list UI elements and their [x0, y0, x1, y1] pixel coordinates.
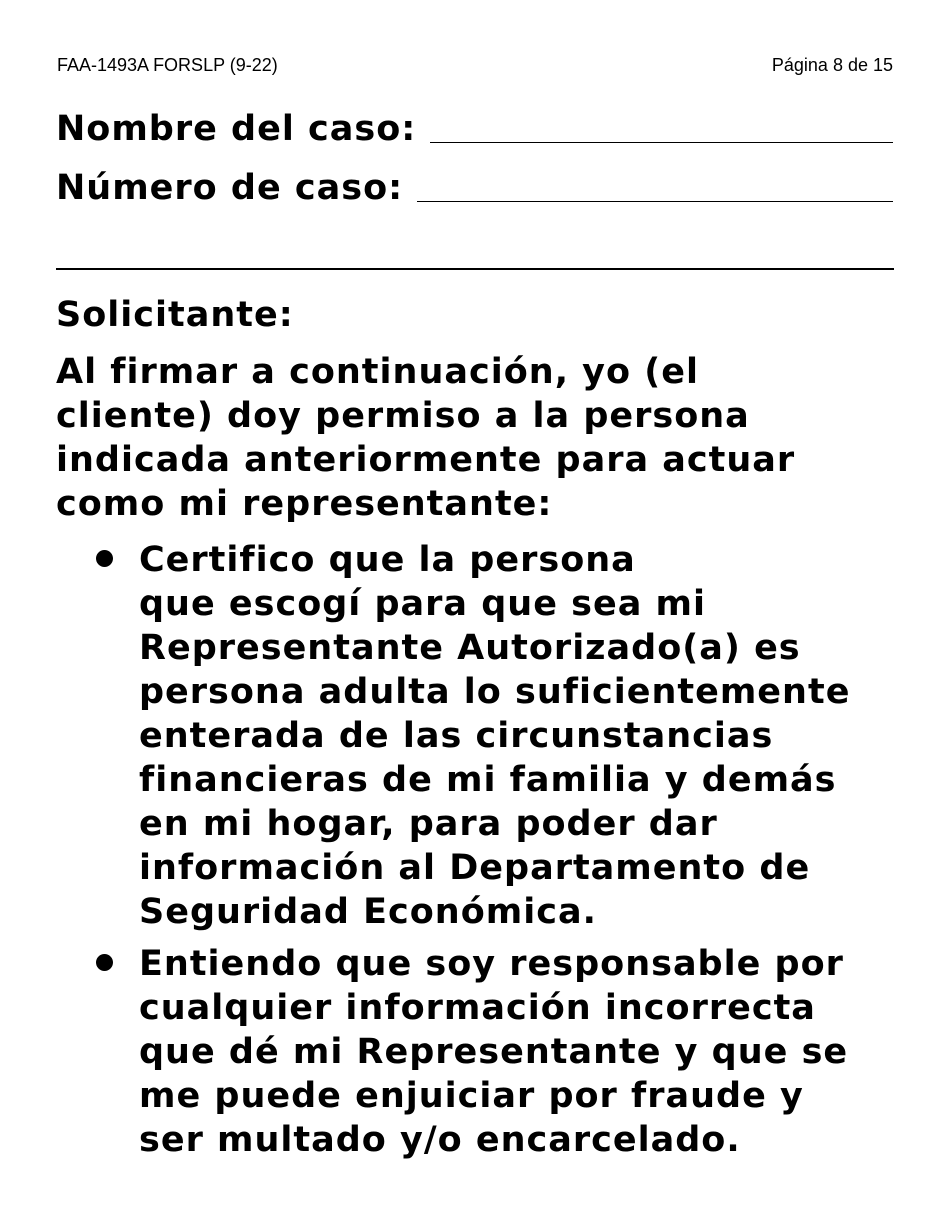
bullet-line: enterada de las circunstancias: [139, 716, 774, 756]
certification-list: [56, 538, 906, 1170]
bullet-line: cualquier información incorrecta: [139, 988, 816, 1028]
bullet-line: Entiendo que soy responsable por: [139, 944, 844, 984]
bullet-line: que escogí para que sea mi: [139, 584, 706, 624]
bullet-line: Certifico que la persona: [139, 540, 636, 580]
bullet-line: información al Departamento de: [139, 848, 811, 888]
bullet-line: en mi hogar, para poder dar: [139, 804, 718, 844]
certification-item: [56, 538, 906, 934]
case-name-line[interactable]: [430, 141, 893, 143]
section-divider: [56, 268, 894, 270]
statement-line: indicada anteriormente para actuar: [56, 440, 796, 480]
certification-item: [56, 942, 906, 1162]
page-header: [57, 52, 893, 78]
form-code: FAA-1493A FORSLP (9-22): [57, 55, 278, 75]
page-number: Página 8 de 15: [771, 55, 893, 75]
case-number-field[interactable]: [56, 166, 893, 210]
statement-line: como mi representante:: [56, 484, 553, 524]
bullet-icon: [96, 550, 113, 567]
bullet-line: me puede enjuiciar por fraude y: [139, 1076, 804, 1116]
bullet-line: Seguridad Económica.: [139, 892, 597, 932]
case-name-field[interactable]: [56, 107, 893, 151]
bullet-line: financieras de mi familia y demás: [139, 760, 837, 800]
bullet-line: que dé mi Representante y que se: [139, 1032, 849, 1072]
statement-line: Al firmar a continuación, yo (el: [56, 352, 699, 392]
case-number-line[interactable]: [417, 200, 893, 202]
bullet-line: persona adulta lo suficientemente: [139, 672, 851, 712]
bullet-line: Representante Autorizado(a) es: [139, 628, 801, 668]
applicant-statement: [56, 350, 901, 526]
bullet-line: ser multado y/o encarcelado.: [139, 1120, 741, 1160]
bullet-icon: [96, 954, 113, 971]
statement-line: cliente) doy permiso a la persona: [56, 396, 750, 436]
applicant-title: Solicitante:: [56, 295, 294, 335]
case-number-label: Número de caso:: [56, 168, 404, 208]
case-name-label: Nombre del caso:: [56, 109, 417, 149]
